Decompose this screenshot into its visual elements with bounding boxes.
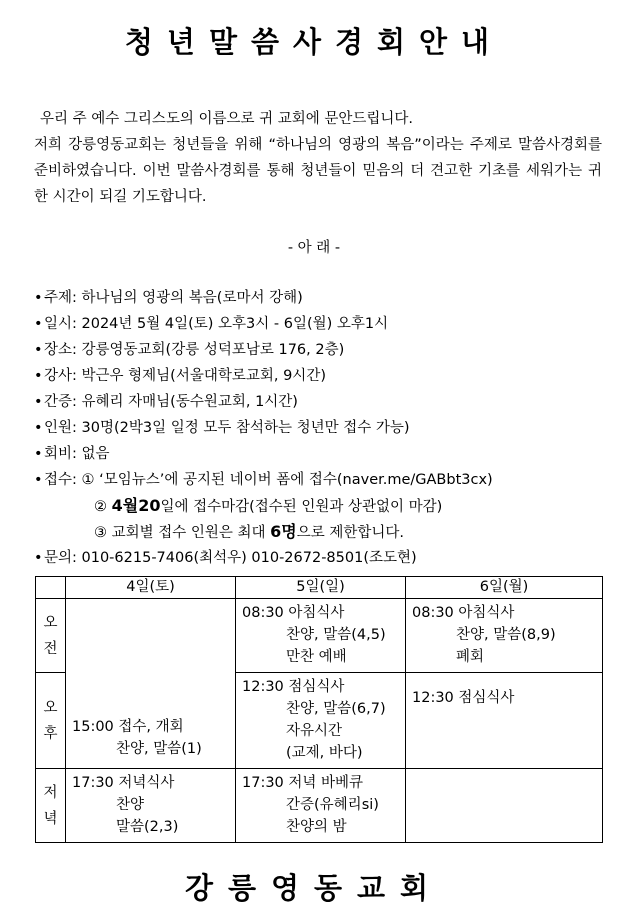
schedule-header-sun: 5일(일)	[236, 577, 406, 599]
bullet-icon: •	[34, 394, 43, 410]
bullet-icon: •	[34, 316, 43, 332]
schedule-corner	[36, 577, 66, 599]
church-name-footer: 강릉영동교회	[184, 871, 444, 905]
row-label-morning: 오 전	[36, 599, 66, 673]
schedule-header-row	[36, 577, 603, 599]
bullet-icon: •	[34, 446, 43, 462]
bullet-icon: •	[34, 290, 43, 306]
schedule-row-evening	[36, 769, 603, 843]
detail-registration: •접수: ① ‘모임뉴스’에 공지된 네이버 폼에 접수(naver.me/GABbt3cx)	[34, 467, 614, 493]
detail-contact: •문의: 010-6215-7406(최석우) 010-2672-8501(조도현)	[34, 545, 614, 571]
intro-body: 저희 강릉영동교회는 청년들을 위해 “하나님의 영광의 복음”이라는 주제로 말씀사경회를 준비하였습니다. 이번 말씀사경회를 통해 청년들이 믿음의 더 견고한 기초를 세워가는 귀한 시간이 되길 기도합니다.	[34, 137, 602, 205]
sat-evening-cell: 17:30 저녁식사 찬양 말씀(2,3)	[66, 769, 236, 843]
mon-afternoon-cell: 12:30 점심식사	[406, 673, 603, 769]
detail-place: •장소: 강릉영동교회(강릉 성덕포남로 176, 2층)	[34, 337, 614, 363]
row-label-evening: 저 녁	[36, 769, 66, 843]
intro-greeting: 우리 주 예수 그리스도의 이름으로 귀 교회에 문안드립니다.	[40, 111, 414, 127]
detail-fee: •회비: 없음	[34, 441, 614, 467]
details-list	[34, 285, 614, 571]
sun-afternoon-cell: 12:30 점심식사 찬양, 말씀(6,7) 자유시간 (교제, 바다)	[236, 673, 406, 769]
sat-afternoon-cell: 15:00 접수, 개회 찬양, 말씀(1)	[66, 599, 236, 769]
detail-registration-deadline: ② 4월20일에 접수마감(접수된 인원과 상관없이 마감)	[94, 496, 443, 515]
bullet-icon: •	[34, 550, 43, 566]
section-divider: - 아 래 -	[287, 240, 341, 256]
bullet-icon: •	[34, 420, 43, 436]
detail-capacity: •인원: 30명(2박3일 일정 모두 참석하는 청년만 접수 가능)	[34, 415, 614, 441]
detail-topic: •주제: 하나님의 영광의 복음(로마서 강해)	[34, 285, 614, 311]
schedule-header-mon: 6일(월)	[406, 577, 603, 599]
sun-evening-cell: 17:30 저녁 바베큐 간증(유혜리si) 찬양의 밤	[236, 769, 406, 843]
schedule-table	[35, 576, 603, 843]
mon-morning-cell: 08:30 아침식사 찬양, 말씀(8,9) 폐회	[406, 599, 603, 673]
schedule-row-morning	[36, 599, 603, 673]
detail-testimony: •간증: 유혜리 자매님(동수원교회, 1시간)	[34, 389, 614, 415]
bullet-icon: •	[34, 368, 43, 384]
bullet-icon: •	[34, 342, 43, 358]
intro-text	[30, 106, 602, 210]
bullet-icon: •	[34, 472, 43, 488]
page-title: 청년말씀사경회안내	[124, 25, 504, 59]
sun-morning-cell: 08:30 아침식사 찬양, 말씀(4,5) 만찬 예배	[236, 599, 406, 673]
row-label-afternoon: 오 후	[36, 673, 66, 769]
detail-date: •일시: 2024년 5월 4일(토) 오후3시 - 6일(월) 오후1시	[34, 311, 614, 337]
detail-speaker: •강사: 박근우 형제님(서울대학로교회, 9시간)	[34, 363, 614, 389]
mon-evening-cell	[406, 769, 603, 843]
detail-registration-limit: ③ 교회별 접수 인원은 최대 6명으로 제한합니다.	[94, 522, 404, 541]
schedule-header-sat: 4일(토)	[66, 577, 236, 599]
